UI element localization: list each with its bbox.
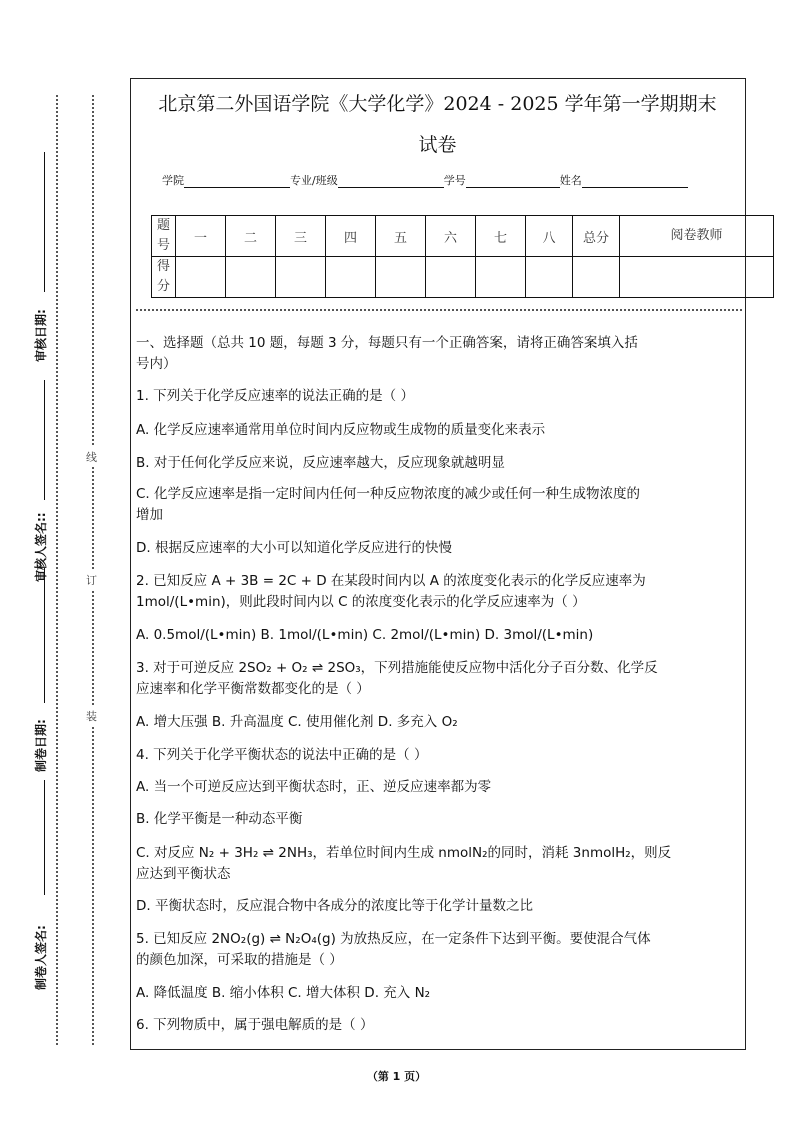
score-cell: [573, 257, 620, 298]
maker-date-label: 制卷日期:: [34, 719, 48, 772]
score-cell: [620, 257, 774, 298]
col-header: 阅卷教师: [620, 216, 774, 257]
question-line: A. 0.5mol/(L•min) B. 1mol/(L•min) C. 2mol/(L•min) D. 3mol/(L•min): [136, 627, 594, 643]
col-header: 六: [426, 216, 476, 257]
reviewer-sign-line: [44, 380, 45, 500]
question-line: 2. 已知反应 A + 3B = 2C + D 在某段时间内以 A 的浓度变化表示的化学反应速率为: [136, 573, 646, 589]
col-header: 三: [276, 216, 326, 257]
question-line: 3. 对于可逆反应 2SO₂ + O₂ ⇌ 2SO₃，下列措施能使反应物中活化分子百分数、化学反: [136, 660, 658, 676]
question-line: 1. 下列关于化学反应速率的说法正确的是（ ）: [136, 388, 414, 404]
reviewer-sign-label: 审核人签名::: [34, 512, 48, 582]
question-line: D. 根据反应速率的大小可以知道化学反应进行的快慢: [136, 540, 452, 556]
score-cell: [476, 257, 526, 298]
student-info: [162, 172, 688, 188]
name-label: 姓名: [559, 174, 582, 187]
col-header: 五: [376, 216, 426, 257]
major-label: 专业/班级: [290, 174, 338, 187]
header-divider: [136, 309, 742, 311]
question-line: A. 增大压强 B. 升高温度 C. 使用催化剂 D. 多充入 O₂: [136, 714, 458, 730]
score-cell: [526, 257, 573, 298]
question-line: 4. 下列关于化学平衡状态的说法中正确的是（ ）: [136, 747, 428, 763]
score-cell: [376, 257, 426, 298]
question-line: 5. 已知反应 2NO₂(g) ⇌ N₂O₄(g) 为放热反应，在一定条件下达到平衡。要使混合气体: [136, 931, 651, 947]
score-cell: [426, 257, 476, 298]
col-header: 八: [526, 216, 573, 257]
major-field[interactable]: [338, 174, 444, 188]
question-line: A. 当一个可逆反应达到平衡状态时，正、逆反应速率都为零: [136, 779, 492, 795]
binding-char-xian: 线: [86, 447, 97, 467]
question-line: 增加: [136, 507, 163, 523]
question-line: C. 对反应 N₂ + 3H₂ ⇌ 2NH₃，若单位时间内生成 nmolN₂的同时，消耗 3nmolH₂，则反: [136, 845, 672, 861]
maker-sign-line: [44, 780, 45, 895]
question-line: 应达到平衡状态: [136, 866, 231, 882]
section-heading: 一、选择题（总共 10 题，每题 3 分，每题只有一个正确答案，请将正确答案填入括: [136, 335, 638, 351]
col-header: 总分: [573, 216, 620, 257]
question-line: D. 平衡状态时，反应混合物中各成分的浓度比等于化学计量数之比: [136, 898, 533, 914]
page-number: （第 1 页）: [366, 1070, 427, 1083]
question-line: C. 化学反应速率是指一定时间内任何一种反应物浓度的减少或任何一种生成物浓度的: [136, 486, 641, 502]
maker-sign-label: 制卷人签名:: [34, 925, 48, 990]
binding-char-ding: 订: [86, 570, 97, 590]
question-line: 应速率和化学平衡常数都变化的是（ ）: [136, 681, 370, 697]
score-cell: [326, 257, 376, 298]
question-line: 6. 下列物质中，属于强电解质的是（ ）: [136, 1017, 374, 1033]
score-table: [151, 215, 774, 298]
review-date-line: [44, 152, 45, 292]
col-header: 七: [476, 216, 526, 257]
exam-title: 北京第二外国语学院《大学化学》2024 - 2025 学年第一学期期末: [158, 93, 717, 115]
id-label: 学号: [443, 174, 466, 187]
row-label-question: 题号: [152, 216, 176, 257]
binding-char-zhuang: 装: [86, 706, 97, 726]
outer-dotted-line: [56, 95, 58, 1045]
college-field[interactable]: [184, 174, 290, 188]
student-id-field[interactable]: [466, 174, 560, 188]
score-cell: [176, 257, 226, 298]
college-label: 学院: [162, 174, 184, 187]
question-line: B. 对于任何化学反应来说，反应速率越大，反应现象就越明显: [136, 455, 505, 471]
question-line: 的颜色加深，可采取的措施是（ ）: [136, 952, 343, 968]
exam-title-cont: 试卷: [418, 134, 457, 156]
name-field[interactable]: [582, 174, 688, 188]
col-header: 一: [176, 216, 226, 257]
score-cell: [226, 257, 276, 298]
section-heading: 号内）: [136, 356, 177, 372]
question-line: 1mol/(L•min)，则此段时间内以 C 的浓度变化表示的化学反应速率为（ ）: [136, 594, 586, 610]
question-line: B. 化学平衡是一种动态平衡: [136, 811, 303, 827]
score-cell: [276, 257, 326, 298]
row-label-score: 得分: [152, 257, 176, 298]
col-header: 四: [326, 216, 376, 257]
review-date-label: 审核日期:: [34, 309, 48, 362]
question-line: A. 化学反应速率通常用单位时间内反应物或生成物的质量变化来表示: [136, 422, 546, 438]
maker-date-line: [44, 568, 45, 703]
col-header: 二: [226, 216, 276, 257]
question-line: A. 降低温度 B. 缩小体积 C. 增大体积 D. 充入 N₂: [136, 985, 431, 1001]
